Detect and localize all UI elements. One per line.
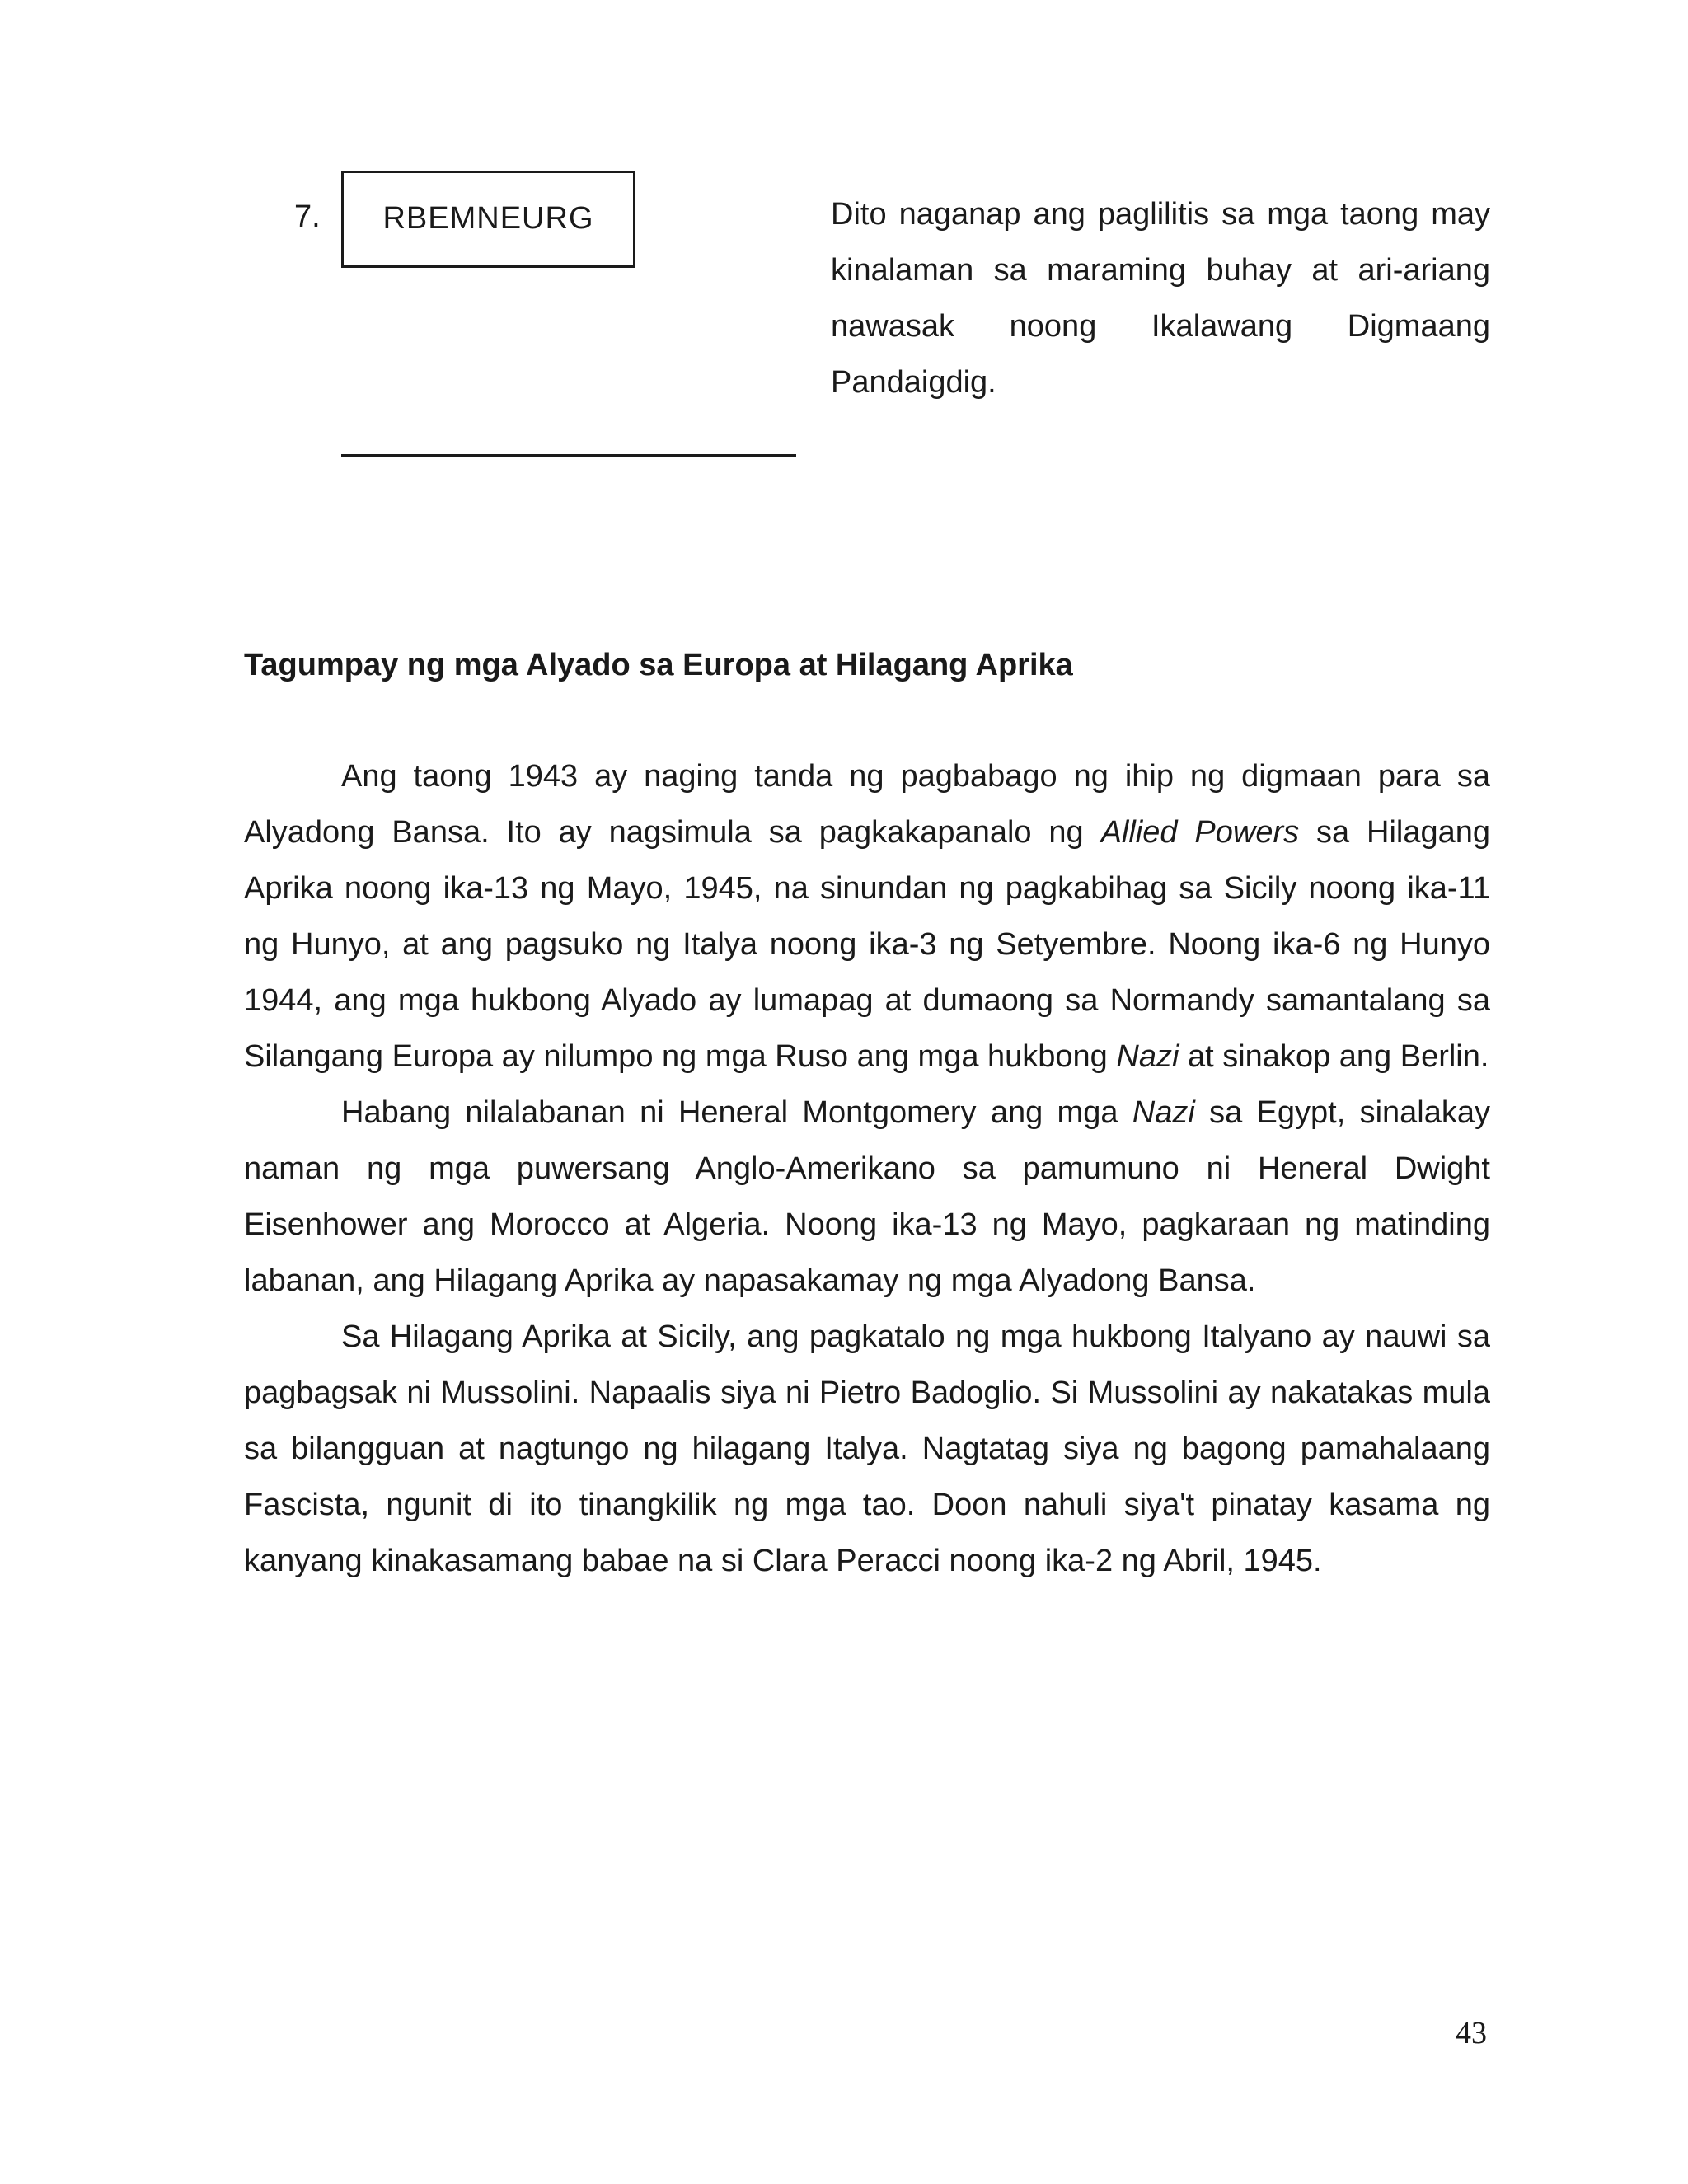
body-text <box>244 748 1490 1589</box>
scrambled-word: RBEMNEURG <box>382 201 594 236</box>
answer-blank-line <box>341 454 796 457</box>
item-number: 7. <box>294 199 321 234</box>
paragraph-1-text-b: sa Hilagang Aprika noong ika-13 ng Mayo, 1945, na sinundan ng pagkabihag sa Sicily noong ika-11 ng Hunyo, at ang pagsuko ng Italya noong ika-3 ng Setyembre. Noong ika-6 ng Hunyo 1944, ang mga hukbong Alyado ay lumapag at dumaong sa Normandy samantalang sa Silangang Europa ay nilumpo ng mga Ruso ang mga hukbong <box>244 815 1490 1074</box>
paragraph-2-text-a: Habang nilalabanan ni Heneral Montgomery ang mga <box>341 1095 1132 1130</box>
section-heading: Tagumpay ng mga Alyado sa Europa at Hilagang Aprika <box>244 648 1073 682</box>
paragraph-1-italic-nazi: Nazi <box>1116 1039 1179 1074</box>
paragraph-3: Sa Hilagang Aprika at Sicily, ang pagkatalo ng mga hukbong Italyano ay nauwi sa pagbagsak ni Mussolini. Napaalis siya ni Pietro Badoglio. Si Mussolini ay nakatakas mula sa bilangguan at nagtungo ng hilagang Italya. Nagtatag siya ng bagong pamahalaang Fascista, ngunit di ito tinangkilik ng mga tao. Doon nahuli siya't pinatay kasama ng kanyang kinakasamang babae na si Clara Peracci noong ika-2 ng Abril, 1945. <box>244 1319 1490 1578</box>
scrambled-word-box <box>341 171 635 268</box>
paragraph-1-text-c: at sinakop ang Berlin. <box>1179 1039 1489 1074</box>
page-number: 43 <box>1456 2016 1487 2050</box>
paragraph-1-italic-allied-powers: Allied Powers <box>1100 815 1300 850</box>
paragraph-2-text-b: sa Egypt, sinalakay naman ng mga puwersang Anglo-Amerikano sa pamumuno ni Heneral Dwight Eisenhower ang Morocco at Algeria. Noong ika-13 ng Mayo, pagkaraan ng matinding labanan, ang Hilagang Aprika ay napasakamay ng mga Alyadong Bansa. <box>244 1095 1490 1298</box>
clue-text: Dito naganap ang paglilitis sa mga taong may kinalaman sa maraming buhay at ari-ariang nawasak noong Ikalawang Digmaang Pandaigdig. <box>831 197 1490 400</box>
paragraph-1-text-a: Ang taong 1943 ay naging tanda ng pagbabago ng ihip ng digmaan para sa Alyadong Bansa. Ito ay nagsimula sa pagkakapanalo ng <box>244 759 1490 850</box>
paragraph-2-italic-nazi: Nazi <box>1132 1095 1195 1130</box>
paragraph-2 <box>244 1085 1490 1309</box>
paragraph-1 <box>244 748 1490 1085</box>
